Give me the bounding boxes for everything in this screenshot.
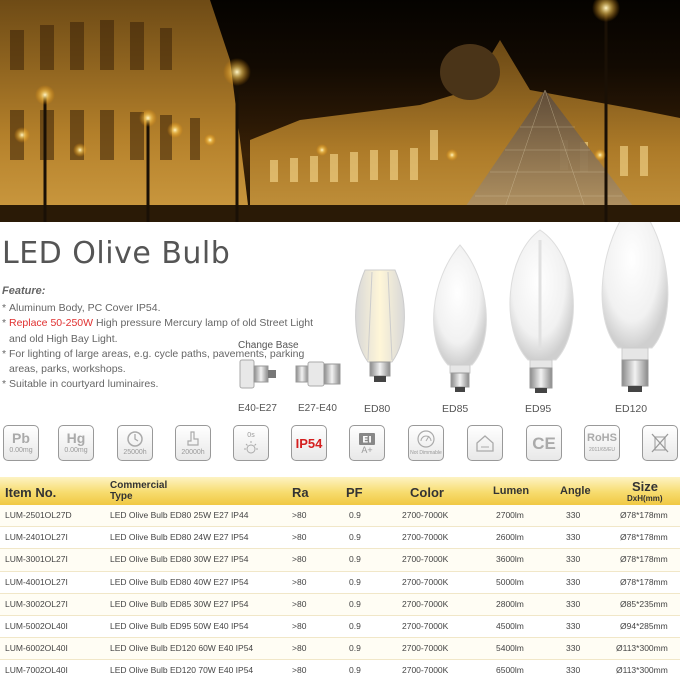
header-ra: Ra — [292, 485, 309, 500]
not-dimmable-icon: Not Dimmable — [408, 425, 444, 461]
bulb-label: ED120 — [615, 403, 648, 415]
feature-item: * Suitable in courtyard luminaires. — [2, 377, 332, 392]
ce-mark-icon: CE — [526, 425, 562, 461]
switching-cycles-icon: 20000h — [175, 425, 211, 461]
header-lumen: Lumen — [493, 485, 530, 497]
pb-free-icon: Pb 0.00mg — [3, 425, 39, 461]
feature-item: * For lighting of large areas, e.g. cycle paths, pavements, parking areas, parks, workshops. — [2, 347, 332, 378]
table-row: LUM-6002OL40I LED Olive Bulb ED120 60W E40 IP54 >80 0.9 2700-7000K 5400lm 330 Ø113*300mm — [0, 638, 680, 660]
product-table — [0, 505, 680, 679]
header-commercial: Commercial — [110, 480, 168, 491]
table-row: LUM-2401OL27I LED Olive Bulb ED80 24W E27 IP54 >80 0.9 2700-7000K 2600lm 330 Ø78*178mm — [0, 527, 680, 549]
table-row: LUM-2501OL27D LED Olive Bulb ED80 25W E27 IP44 >80 0.9 2700-7000K 2700lm 330 Ø78*178mm — [0, 505, 680, 527]
table-row: LUM-3002OL27I LED Olive Bulb ED85 30W E27 IP54 >80 0.9 2700-7000K 2800lm 330 Ø85*235mm — [0, 594, 680, 616]
table-row: LUM-5002OL40I LED Olive Bulb ED95 50W E40 IP54 >80 0.9 2700-7000K 4500lm 330 Ø94*285mm — [0, 616, 680, 638]
adapter-label: E27-E40 — [298, 403, 337, 414]
bulb-illustrations — [0, 222, 680, 402]
ip54-icon: IP54 — [291, 425, 327, 461]
bulb-label: ED95 — [525, 403, 552, 415]
rohs-icon: RoHS 2011/65/EU — [584, 425, 620, 461]
hero-photo-louvre-night — [0, 0, 680, 222]
table-row: LUM-4001OL27I LED Olive Bulb ED80 40W E27 IP54 >80 0.9 2700-7000K 5000lm 330 Ø78*178mm — [0, 572, 680, 594]
weee-bin-icon — [642, 425, 678, 461]
bulb-label: ED85 — [442, 403, 469, 415]
table-row: LUM-7002OL40I LED Olive Bulb ED120 70W E40 IP54 >80 0.9 2700-7000K 6500lm 330 Ø113*300mm — [0, 660, 680, 679]
certification-icons — [0, 425, 680, 465]
page-title: LED Olive Bulb — [2, 236, 231, 271]
bulb-ed120-icon — [602, 222, 668, 392]
change-base-label: Change Base — [238, 340, 299, 351]
adapter-label: E40-E27 — [238, 403, 277, 414]
adapter-e40-e27-icon — [240, 360, 276, 388]
header-pf: PF — [346, 485, 363, 500]
header-type: Type — [110, 491, 133, 502]
feature-item: * Replace 50-250W High pressure Mercury lamp of old Street Light and old High Bay Light. — [2, 316, 332, 347]
table-row: LUM-3001OL27I LED Olive Bulb ED80 30W E27 IP54 >80 0.9 2700-7000K 3600lm 330 Ø78*178mm — [0, 549, 680, 571]
hg-free-icon: Hg 0.00mg — [58, 425, 94, 461]
adapter-e27-e40-icon — [296, 362, 340, 386]
feature-item: * Aluminum Body, PC Cover IP54. — [2, 301, 332, 316]
feature-heading: Feature: — [2, 285, 46, 297]
bulb-ed85-icon — [434, 245, 487, 392]
header-color: Color — [410, 485, 444, 500]
header-size-unit: DxH(mm) — [627, 494, 663, 503]
header-angle: Angle — [560, 485, 591, 497]
bulb-ed80-icon — [356, 270, 405, 382]
energy-class-icon: EI A+ — [349, 425, 385, 461]
feature-highlight: Replace 50-250W — [9, 317, 94, 330]
bulb-ed95-icon — [510, 230, 573, 393]
table-header — [0, 477, 680, 505]
header-item-no: Item No. — [5, 485, 57, 500]
indoor-use-icon — [467, 425, 503, 461]
bulb-label: ED80 — [364, 403, 391, 415]
instant-on-icon: 0s — [233, 425, 269, 461]
svg-text:EI: EI — [362, 435, 372, 445]
lifetime-clock-icon: 25000h — [117, 425, 153, 461]
header-size: Size — [632, 479, 659, 494]
